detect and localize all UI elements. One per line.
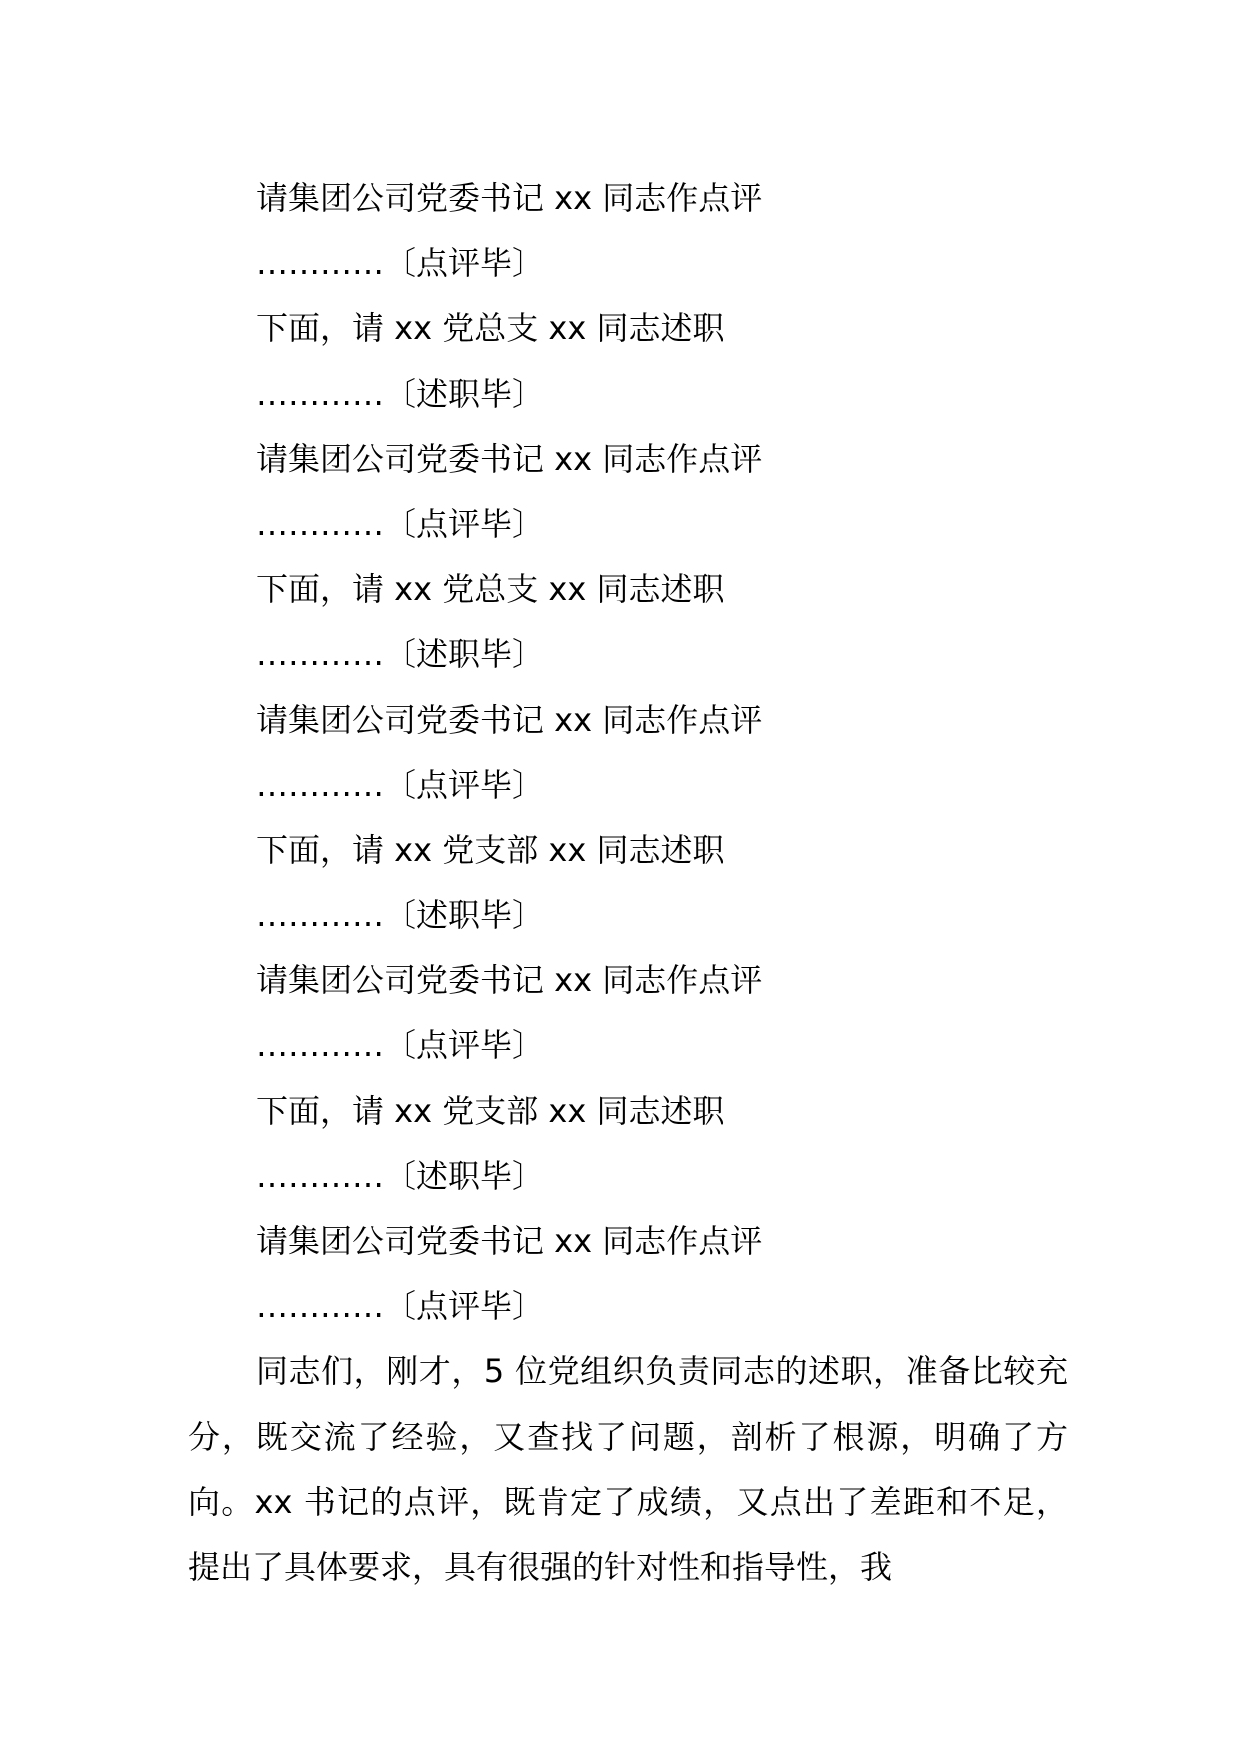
- agenda-line: …………〔述职毕〕: [256, 635, 545, 674]
- agenda-line: 请集团公司党委书记 xx 同志作点评: [256, 700, 763, 739]
- agenda-line: 下面，请 xx 党支部 xx 同志述职: [256, 830, 725, 869]
- closing-paragraph: 同志们，刚才，5 位党组织负责同志的述职，准备比较充分，既交流了经验，又查找了问题，剖析了根源，明确了方向。xx 书记的点评，既肯定了成绩，又点出了差距和不足，提出了具体要求，具有很强的针对性和指导性，我: [188, 1352, 1068, 1586]
- agenda-line: 下面，请 xx 党总支 xx 同志述职: [256, 570, 725, 609]
- agenda-line: 请集团公司党委书记 xx 同志作点评: [256, 1222, 763, 1260]
- agenda-line: 请集团公司党委书记 xx 同志作点评: [256, 439, 763, 478]
- agenda-line: …………〔述职毕〕: [256, 896, 545, 935]
- agenda-line: …………〔述职毕〕: [256, 374, 545, 413]
- agenda-line: 请集团公司党委书记 xx 同志作点评: [256, 179, 763, 217]
- agenda-line: …………〔点评毕〕: [256, 244, 545, 283]
- agenda-line: 下面，请 xx 党支部 xx 同志述职: [256, 1091, 725, 1130]
- agenda-line: …………〔点评毕〕: [256, 765, 545, 804]
- document-body: [188, 166, 1068, 1600]
- agenda-line: …………〔点评毕〕: [256, 504, 545, 543]
- agenda-line: 请集团公司党委书记 xx 同志作点评: [256, 961, 763, 1000]
- agenda-line: …………〔述职毕〕: [256, 1156, 545, 1195]
- agenda-line: …………〔点评毕〕: [256, 1026, 545, 1065]
- agenda-line: …………〔点评毕〕: [256, 1287, 545, 1326]
- agenda-line: 下面，请 xx 党总支 xx 同志述职: [256, 309, 725, 348]
